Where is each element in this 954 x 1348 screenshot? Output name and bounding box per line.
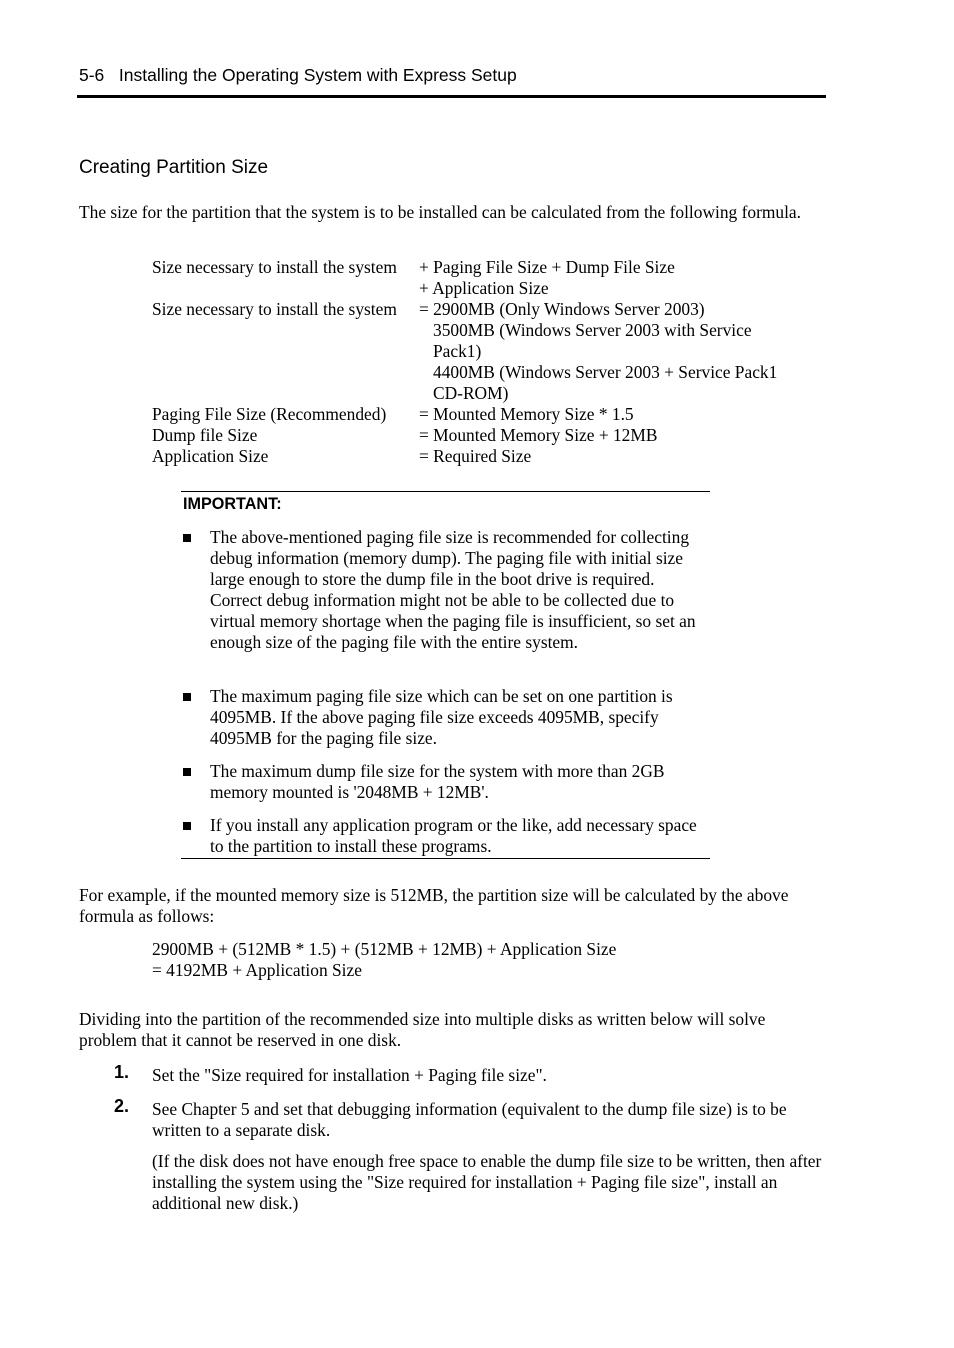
intro-text: The size for the partition that the system is to be installed can be calculated from the following formula. (79, 202, 801, 222)
chapter-title: Installing the Operating System with Express Setup (118, 65, 517, 85)
bullet-text: The above-mentioned paging file size is recommended for collecting debug information (memory dump). The paging file with initial size large enough to store the dump file in the boot drive is required. (210, 527, 690, 589)
formula-right (419, 257, 822, 299)
bullet-text: The maximum paging file size which can be set on one partition is 4095MB. If the above paging file size exceeds 4095MB, specify 4095MB for the paging file size. (210, 686, 673, 748)
step-item (114, 1062, 826, 1086)
formula-right: = Required Size (419, 446, 532, 466)
formula-left: Application Size (152, 446, 269, 466)
formula-line: 4400MB (Windows Server 2003 + Service Pack1 (433, 362, 778, 382)
formula-left: Paging File Size (Recommended) (152, 404, 387, 424)
step-text: Set the "Size required for installation + Paging file size". (152, 1065, 547, 1085)
section-title: Creating Partition Size (79, 157, 269, 178)
step-note: (If the disk does not have enough free space to enable the dump file size to be written, then after installing the system using the "Size required for installation + Paging file size", install an additional new disk.) (152, 1151, 822, 1213)
formula-row (152, 404, 822, 425)
important-box (181, 491, 710, 859)
step-number: 1. (114, 1062, 130, 1082)
formula-row (152, 446, 822, 467)
formula-line: + Application Size (419, 278, 549, 298)
bullet-text: Correct debug information might not be able to be collected due to virtual memory shortage when the paging file is insufficient, so set an enough size of the paging file with the entire system. (210, 590, 696, 652)
important-title: IMPORTANT: (183, 495, 282, 513)
dividing-text: Dividing into the partition of the recommended size into multiple disks as written below will solve problem that it cannot be reserved in one disk. (79, 1009, 766, 1050)
formula-left: Size necessary to install the system (152, 299, 397, 319)
important-bullet (181, 686, 710, 749)
example-line: 2900MB + (512MB * 1.5) + (512MB + 12MB) + Application Size (152, 939, 617, 959)
important-bullet (181, 761, 710, 803)
important-bullet (181, 527, 710, 653)
square-bullet-icon (183, 534, 191, 542)
bullet-text: If you install any application program or the like, add necessary space to the partition to install these programs. (210, 815, 697, 856)
intro-paragraph (79, 202, 825, 223)
page-number: 5-6 (79, 65, 105, 85)
step-number: 2. (114, 1096, 130, 1116)
formula-line: Pack1) (433, 341, 482, 361)
step-text: See Chapter 5 and set that debugging information (equivalent to the dump file size) is to be written to a separate disk. (152, 1099, 787, 1140)
formula-line: 3500MB (Windows Server 2003 with Service (433, 320, 752, 340)
formula-left: Dump file Size (152, 425, 258, 445)
bullet-text: The maximum dump file size for the system with more than 2GB memory mounted is '2048MB + 12MB'. (210, 761, 665, 802)
formula-block (152, 257, 822, 467)
formula-line: CD-ROM) (433, 383, 509, 403)
formula-line: + Paging File Size + Dump File Size (419, 257, 675, 277)
formula-left: Size necessary to install the system (152, 257, 397, 277)
formula-right (419, 299, 822, 404)
example-calculation (152, 939, 616, 981)
page-header (79, 65, 517, 86)
formula-row (152, 299, 822, 404)
example-paragraph (79, 885, 825, 927)
formula-line: = 2900MB (Only Windows Server 2003) (419, 299, 705, 319)
step-item (114, 1096, 826, 1214)
square-bullet-icon (183, 822, 191, 830)
square-bullet-icon (183, 768, 191, 776)
formula-row (152, 425, 822, 446)
dividing-paragraph (79, 1009, 825, 1051)
formula-row (152, 257, 822, 299)
formula-right: = Mounted Memory Size * 1.5 (419, 404, 634, 424)
example-intro: For example, if the mounted memory size is 512MB, the partition size will be calculated by the above formula as follows: (79, 885, 789, 926)
important-bullet (181, 815, 710, 857)
example-line: = 4192MB + Application Size (152, 960, 362, 980)
square-bullet-icon (183, 693, 191, 701)
header-rule (77, 95, 826, 98)
formula-right: = Mounted Memory Size + 12MB (419, 425, 658, 445)
